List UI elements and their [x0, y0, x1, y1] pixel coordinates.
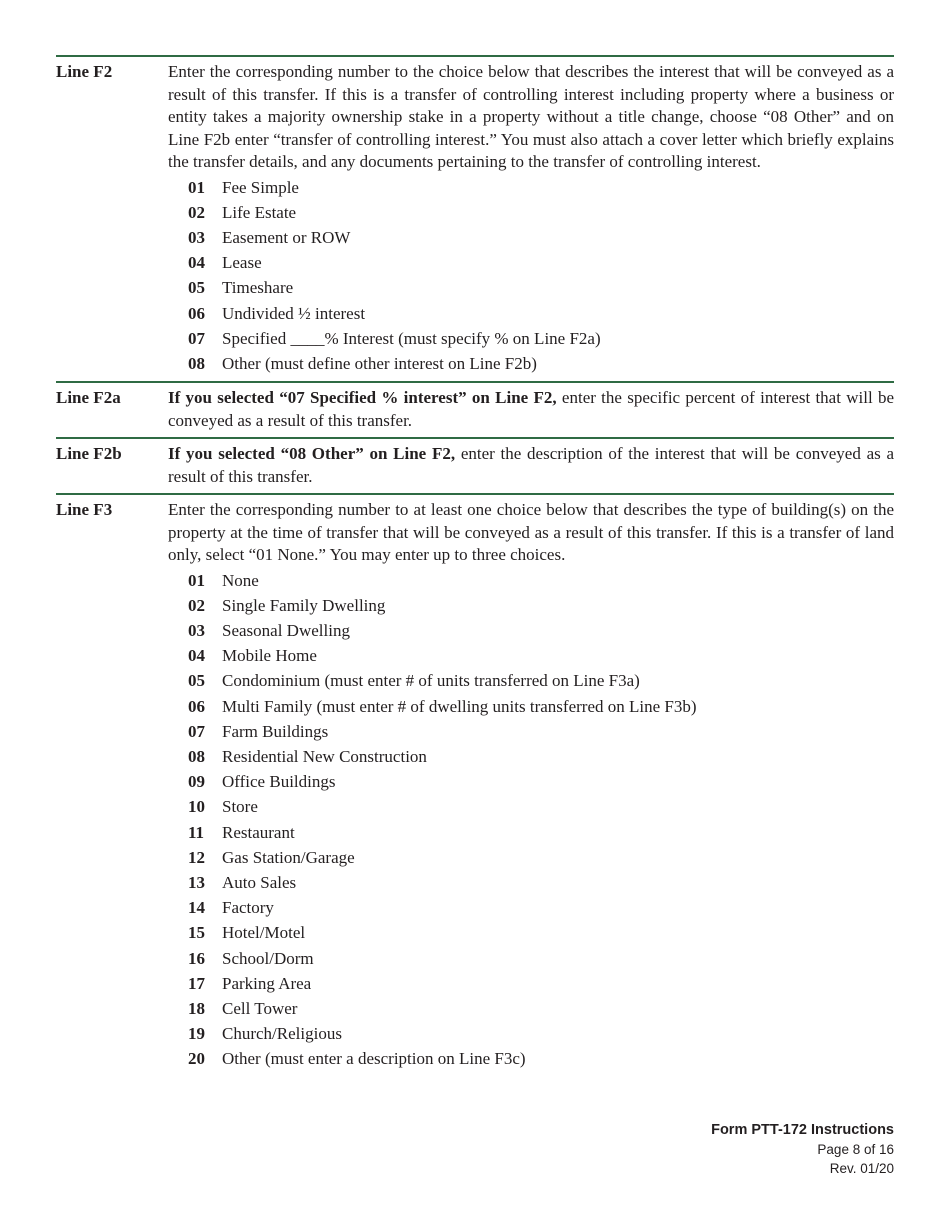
section-line-f2a	[56, 381, 894, 437]
choice-number: 17	[188, 973, 205, 993]
choice-item	[188, 250, 894, 275]
choice-number: 18	[188, 999, 205, 1019]
choice-number: 03	[188, 227, 205, 247]
choice-text: Easement or ROW	[222, 227, 351, 247]
choice-item	[188, 351, 894, 376]
choice-item	[188, 920, 894, 945]
choice-item	[188, 769, 894, 794]
choice-text: Cell Tower	[222, 999, 298, 1019]
revision-date: Rev. 01/20	[829, 1161, 894, 1176]
choice-item	[188, 820, 894, 845]
choice-text: Condominium (must enter # of units transferred on Line F3a)	[222, 671, 640, 691]
choice-item	[188, 719, 894, 744]
choice-list	[168, 175, 894, 377]
choice-text: Specified ____% Interest (must specify % on Line F2a)	[222, 328, 601, 348]
choice-text: Auto Sales	[222, 873, 297, 893]
choice-text: Gas Station/Garage	[222, 847, 355, 867]
choice-number: 12	[188, 847, 205, 867]
choice-number: 20	[188, 1049, 205, 1069]
choice-item	[188, 618, 894, 643]
choice-item	[188, 225, 894, 250]
choice-number: 02	[188, 202, 205, 222]
choice-number: 04	[188, 646, 205, 666]
choice-item	[188, 1021, 894, 1046]
instructions-page	[56, 55, 894, 1077]
choice-number: 13	[188, 873, 205, 893]
choice-number: 05	[188, 671, 205, 691]
choice-number: 01	[188, 570, 205, 590]
choice-text: Mobile Home	[222, 646, 317, 666]
choice-text: Parking Area	[222, 973, 312, 993]
choice-item	[188, 175, 894, 200]
choice-text: Other (must define other interest on Line F2b)	[222, 353, 537, 373]
section-line-f2b	[56, 437, 894, 493]
choice-text: Seasonal Dwelling	[222, 621, 350, 641]
choice-number: 06	[188, 696, 205, 716]
section-text-rest: enter the specific percent of interest that will be conveyed as a result of this transfer.	[168, 388, 895, 430]
section-body	[168, 499, 894, 1072]
choice-number: 07	[188, 721, 205, 741]
choice-text: Fee Simple	[222, 177, 299, 197]
choice-item	[188, 694, 894, 719]
choice-item	[188, 744, 894, 769]
choice-item	[188, 845, 894, 870]
choice-item	[188, 971, 894, 996]
choice-number: 06	[188, 303, 205, 323]
section-line-f3	[56, 493, 894, 1077]
choice-item	[188, 895, 894, 920]
choice-number: 07	[188, 328, 205, 348]
choice-item	[188, 326, 894, 351]
choice-item	[188, 946, 894, 971]
choice-item	[188, 200, 894, 225]
section-text: Enter the corresponding number to at least one choice below that describes the type of building(s) on the property at the time of transfer that will be conveyed as a result of this transfer. If this is a transfer of land only, select “01 None.” You may enter up to three choices.	[168, 500, 894, 565]
section-text-rest: enter the description of the interest that will be conveyed as a result of this transfer.	[168, 444, 895, 486]
choice-text: Residential New Construction	[222, 747, 427, 767]
choice-text: Life Estate	[222, 202, 297, 222]
section-label: Line F2	[56, 62, 113, 81]
choice-text: Lease	[222, 253, 262, 273]
choice-item	[188, 593, 894, 618]
section-body	[168, 443, 894, 488]
choice-number: 01	[188, 177, 205, 197]
choice-text: Other (must enter a description on Line F3c)	[222, 1049, 526, 1069]
page-footer	[711, 1121, 894, 1178]
choice-text: Factory	[222, 898, 274, 918]
choice-number: 08	[188, 747, 205, 767]
page-number: Page 8 of 16	[817, 1142, 894, 1157]
choice-item	[188, 794, 894, 819]
choice-number: 04	[188, 253, 205, 273]
choice-item	[188, 668, 894, 693]
choice-text: Farm Buildings	[222, 721, 329, 741]
choice-item	[188, 301, 894, 326]
choice-text: Hotel/Motel	[222, 923, 306, 943]
choice-number: 09	[188, 772, 205, 792]
choice-number: 05	[188, 278, 205, 298]
section-line-f2	[56, 55, 894, 381]
choice-list	[168, 568, 894, 1072]
section-body	[168, 387, 894, 432]
choice-number: 14	[188, 898, 205, 918]
section-label: Line F3	[56, 500, 113, 520]
section-text	[168, 443, 894, 488]
choice-text: Church/Religious	[222, 1024, 342, 1044]
choice-item	[188, 275, 894, 300]
section-body	[168, 61, 894, 376]
choice-text: Restaurant	[222, 822, 295, 842]
choice-number: 19	[188, 1024, 205, 1044]
choice-text: Store	[222, 797, 258, 817]
choice-text: School/Dorm	[222, 948, 314, 968]
section-label: Line F2b	[56, 444, 122, 464]
choice-number: 16	[188, 948, 205, 968]
choice-text: Timeshare	[222, 278, 294, 298]
choice-item	[188, 996, 894, 1021]
choice-text: Multi Family (must enter # of dwelling units transferred on Line F3b)	[222, 696, 697, 716]
choice-number: 15	[188, 923, 205, 943]
section-text	[168, 387, 894, 432]
choice-number: 08	[188, 353, 205, 373]
choice-number: 10	[188, 797, 205, 817]
choice-number: 03	[188, 621, 205, 641]
choice-number: 02	[188, 595, 205, 615]
section-label: Line F2a	[56, 388, 121, 408]
choice-text: None	[222, 570, 259, 590]
choice-text: Single Family Dwelling	[222, 595, 386, 615]
choice-item	[188, 1046, 894, 1071]
choice-item	[188, 643, 894, 668]
choice-text: Office Buildings	[222, 772, 336, 792]
form-title: Form PTT-172 Instructions	[711, 1122, 894, 1138]
choice-item	[188, 870, 894, 895]
bold-lead: If you selected “08 Other” on Line F2,	[168, 444, 456, 464]
section-text: Enter the corresponding number to the choice below that describes the interest that will be conveyed as a result of this transfer. If this is a transfer of controlling interest including property where a business or entity takes a majority ownership stake in a property without a title change, choose “08 Other” and on Line F2b enter “transfer of controlling interest.” You must also attach a cover letter which briefly explains the transfer details, and any documents pertaining to the transfer of controlling interest.	[168, 62, 894, 171]
choice-item	[188, 568, 894, 593]
bold-lead: If you selected “07 Specified % interest” on Line F2,	[168, 388, 557, 408]
choice-number: 11	[188, 822, 205, 842]
choice-text: Undivided ½ interest	[222, 303, 366, 323]
